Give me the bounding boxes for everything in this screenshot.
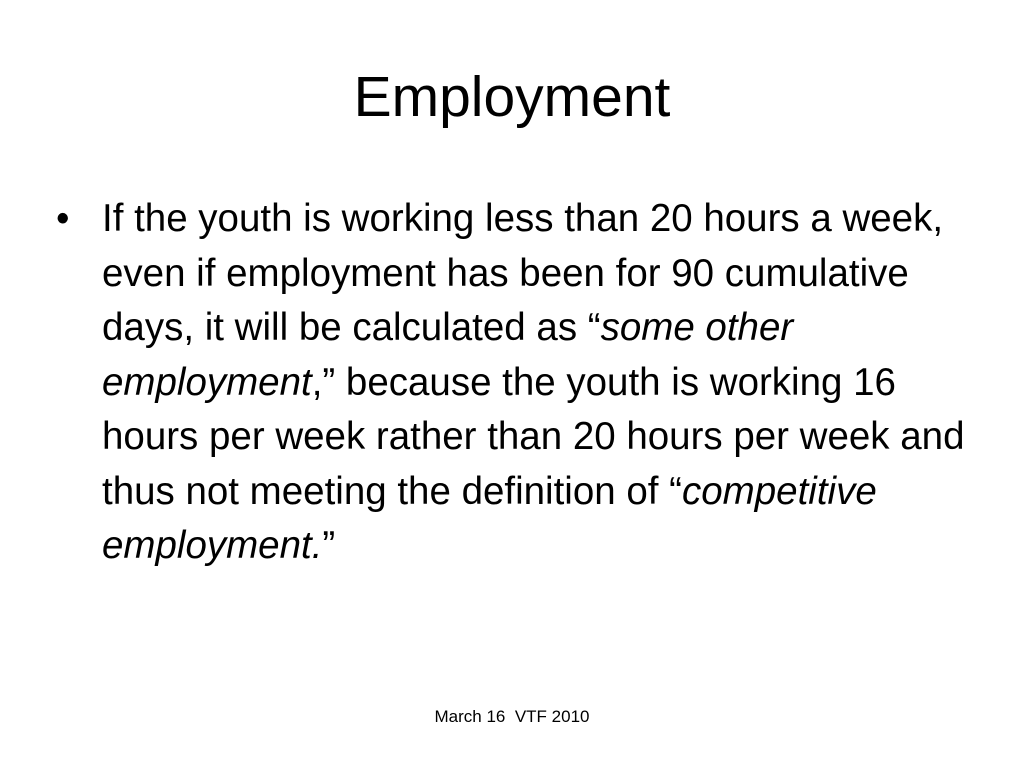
bullet-text-emphasis: some other employment [102, 306, 794, 404]
bullet-text-emphasis: competitive employment. [102, 469, 877, 567]
bullet-item [56, 192, 976, 574]
slide-footer: March 16 VTF 2010 [434, 707, 590, 726]
bullet-list [56, 192, 976, 574]
bullet-text-segment: ” [322, 524, 336, 567]
bullet-marker: • [56, 197, 70, 240]
bullet-text [102, 197, 965, 567]
slide-title: Employment [353, 65, 671, 129]
bullet-text-segment: If the youth is working less than 20 hours a week, even if employment has been for 90 cumulative days, it will be calculated as “ [102, 197, 944, 349]
bullet-text-segment: ,” because the youth is working 16 hours per week rather than 20 hours per week and thus not meeting the definition of “ [102, 360, 965, 513]
